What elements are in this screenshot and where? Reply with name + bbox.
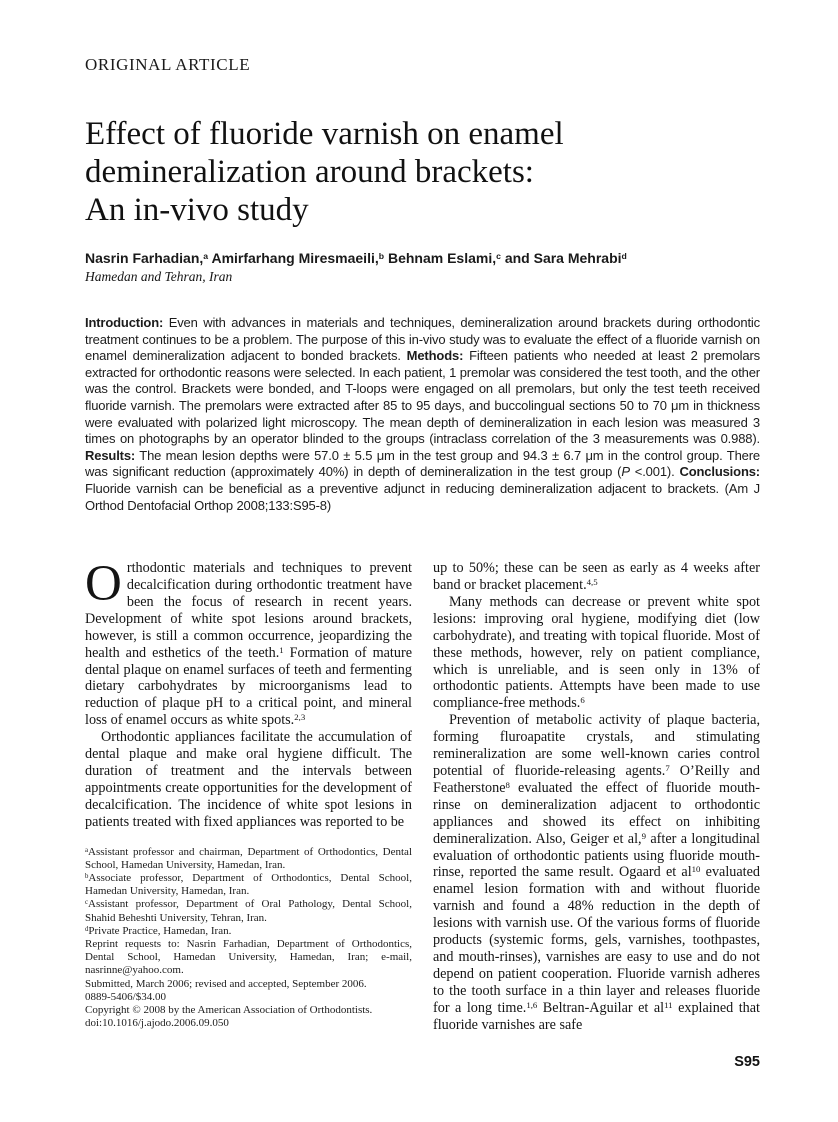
title-line-1: Effect of fluoride varnish on enamel [85,116,564,152]
footnote-issn-price: 0889-5406/$34.00 [85,990,166,1003]
body-paragraph-intro [85,556,412,729]
left-column [85,556,412,1033]
footnote-affiliation-a: $^a$Assistant professor and chairman, Department of Orthodontics, Dental School, Hamedan University, Hamedan, Iran. [85,845,412,871]
body-paragraph: Prevention of metabolic activity of plaque bacteria, forming fluroapatite crystals, and stimulating remineralization are some well-known caries control potential of fluoride-releasing agents.$^7$ O’Reilly and Featherstone$^8$ evaluated the effect of fluoride mouth-rinse on demineralization adjacent to orthodontic appliances and showed its effect on inhibiting demineralization. Also, Geiger et al,$^9$ after a longitudinal evaluation of orthodontic patients using fluoride mouth-rinse, reported the same result. Ogaard et $al^{10}$ evaluated enamel lesion formation with and without fluoride varnish and found a 48% reduction in the depth of lesions with varnish use. Of the various forms of fluoride products (systemic forms, gels, varnishes, toothpastes, and mouth-rinses), varnishes are easy to use and do not depend on patient cooperation. Fluoride varnish adheres to the tooth surface in a thin layer and releases fluoride for a long time.$^{1,6}$ Beltran-Aguilar et $al^{11}$ explained that fluoride varnishes are safe [433,712,760,1033]
footnote-reprint-requests: Reprint requests to: Nasrin Farhadian, Department of Orthodontics, Dental School, Hamedan University, Hamedan, Iran; e-mail, nasrinne@yahoo.com. [85,938,412,977]
body-columns [85,556,760,1033]
footnote-affiliation-b: $^b$Associate professor, Department of Orthodontics, Dental School, Hamedan University, Hamedan, Iran. [85,872,412,898]
title-line-2: demineralization around brackets: [85,154,534,190]
footnote-doi: doi:10.1016/j.ajodo.2006.09.050 [85,1017,229,1030]
body-paragraph: Orthodontic appliances facilitate the accumulation of dental plaque and make oral hygiene difficult. The duration of treatment and the intervals between appointments create opportunities for the development of decalcification. The incidence of white spot lesions in patients treated with fixed appliances was reported to be [85,729,412,830]
authors-byline: Nasrin Farhadian,$^a$ Amirfarhang Miresmaeili,$^b$ Behnam Eslami,$^c$ and Sara Mehrabi$^d$ [85,250,627,266]
affiliation-note: Hamedan and Tehran, Iran [85,269,233,284]
abstract-paragraph: Introduction: Even with advances in materials and techniques, demineralization around brackets during orthodontic treatment continues to be a problem. The purpose of this in-vivo study was to evaluate the effect of a fluoride varnish on enamel demineralization adjacent to bonded brackets. Methods: Fifteen patients who needed at least 2 premolars extracted for orthodontic reasons were selected. In each patient, 1 premolar was considered the test tooth, and the other was the control. Brackets were bonded, and T-loops were engaged on all premolars, but only the test teeth received fluoride varnish. The premolars were extracted after 85 to 95 days, and buccolingual sections 50 to 70 μm in thickness were evaluated with polarized light microscopy. The mean depth of demineralization in each lesion was measured 3 times on photographs by an operator blinded to the groups (intraclass correlation of the 3 measurements was 0.988). Results: The mean lesion depths were 57.0 ± 5.5 μm in the test group and 94.3 ± 6.7 μm in the control group. There was significant reduction (approximately 40%) in depth of demineralization in the test group (P <.001). Conclusions: Fluoride varnish can be beneficial as a preventive adjunct in reducing demineralization adjacent to brackets. (Am J Orthod Dentofacial Orthop 2008;133:S95-8) [85,315,760,513]
footnote-affiliation-d: $^d$Private Practice, Hamedan, Iran. [85,924,232,937]
footnote-affiliation-c: $^c$Assistant professor, Department of Oral Pathology, Dental School, Shahid Beheshti University, Tehran, Iran. [85,898,412,924]
body-paragraph: Many methods can decrease or prevent white spot lesions: improving oral hygiene, modifying diet (low carbohydrate), and treating with topical fluoride. Most of these methods, however, rely on patient compliance, which is unreliable, and is seen only in 13% of orthodontic patients. Attempts have been made to use compliance-free methods.$^6$ [433,593,760,712]
footnotes-block [85,846,412,1031]
footnote-submission-dates: Submitted, March 2006; revised and accepted, September 2006. [85,977,367,990]
paragraph-text: rthodontic materials and techniques to prevent decalcification during orthodontic treatment have been the focus of research in recent years. Development of white spot lesions around brackets, however, is still a common occurrence, jeopardizing the health and esthetics of the teeth.$^1$ Formation of mature dental plaque on enamel surfaces of teeth and fermenting dietary carbohydrates by microorganisms lead to reduction of plaque pH to a critical point, and mineral loss of enamel occurs as white spots.$^{2,3}$ [85,560,412,729]
title-line-3: An in-vivo study [85,192,309,228]
article-title [85,115,760,229]
body-paragraph-continued: up to 50%; these can be seen as early as 4 weeks after band or bracket placement.$^{4,5}$ [433,560,760,594]
page-number: S95 [734,1054,760,1070]
article-type-label: ORIGINAL ARTICLE [85,55,251,74]
footnote-copyright: Copyright © 2008 by the American Association of Orthodontists. [85,1004,373,1017]
right-column [433,560,760,1033]
dropcap-letter: O [85,556,122,613]
